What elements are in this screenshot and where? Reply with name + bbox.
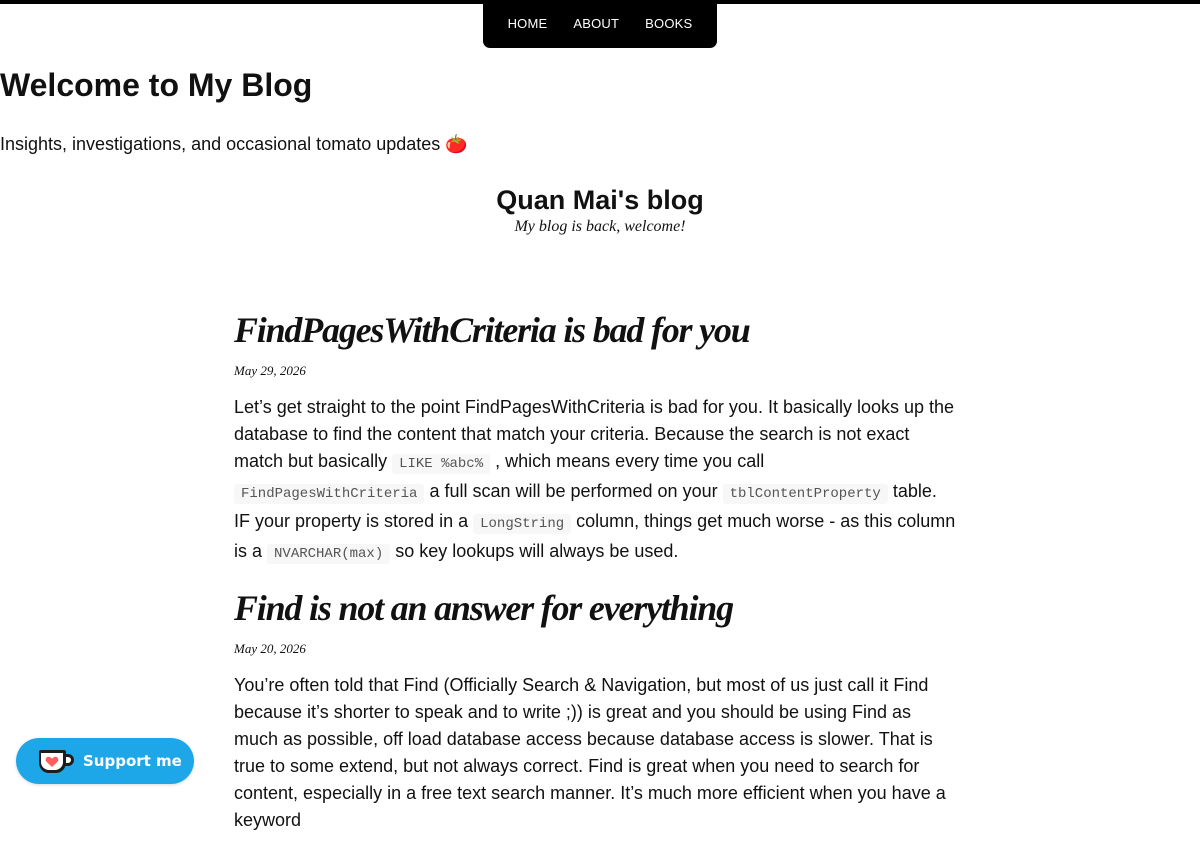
- post-title-link[interactable]: Find is not an answer for everything: [234, 588, 733, 628]
- post-date: May 29, 2026: [234, 363, 306, 378]
- blog-name: Quan Mai's blog: [496, 185, 704, 215]
- inline-code: LIKE %abc%: [392, 454, 490, 474]
- excerpt-text: , which means every time you call: [490, 451, 765, 471]
- post-excerpt: [234, 394, 956, 568]
- inline-code: tblContentProperty: [723, 484, 888, 504]
- post-date: May 20, 2026: [234, 641, 306, 656]
- post-item: [234, 582, 956, 834]
- post-title-link[interactable]: FindPagesWithCriteria is bad for you: [234, 310, 750, 350]
- inline-code: FindPagesWithCriteria: [234, 484, 424, 504]
- page-title: Welcome to My Blog: [0, 67, 313, 103]
- excerpt-text: Let’s get straight to the point FindPagesWithCriteria is bad for you. It basically looks up the database to find the content that match your criteria. Because the search is not exact match but basically: [234, 397, 955, 471]
- blog-subtitle: My blog is back, welcome!: [514, 218, 686, 235]
- main-nav: [483, 0, 717, 48]
- excerpt-text: You’re often told that Find (Officially Search & Navigation, but most of us just call it Find because it’s shorter to speak and to write ;)) is great and you should be using Find as much as possible, off load database access because database access is slower. That is true to some extend, but not always correct. Find is great when you need to search for content, especially in a free text search manner. It’s much more efficient when you have a keyword: [234, 675, 946, 830]
- excerpt-text: column, things get much worse - as this column is a: [234, 511, 956, 561]
- nav-link-books[interactable]: BOOKS: [645, 16, 693, 31]
- support-me-label: Support me: [83, 752, 182, 770]
- blog-header: [0, 184, 1200, 238]
- inline-code: LongString: [473, 514, 571, 534]
- post-list: [234, 304, 956, 848]
- post-excerpt: [234, 672, 956, 834]
- excerpt-text: table. IF your property is stored in a: [234, 481, 937, 531]
- post-item: [234, 304, 956, 568]
- nav-link-home[interactable]: HOME: [507, 16, 548, 31]
- ko-fi-cup-icon: [36, 745, 74, 777]
- support-me-button[interactable]: [16, 738, 194, 784]
- inline-code: NVARCHAR(max): [267, 544, 390, 564]
- excerpt-text: a full scan will be performed on your: [424, 481, 723, 501]
- excerpt-text: so key lookups will always be used.: [390, 541, 679, 561]
- page-tagline: Insights, investigations, and occasional tomato updates 🍅: [0, 134, 468, 154]
- nav-link-about[interactable]: ABOUT: [573, 16, 620, 31]
